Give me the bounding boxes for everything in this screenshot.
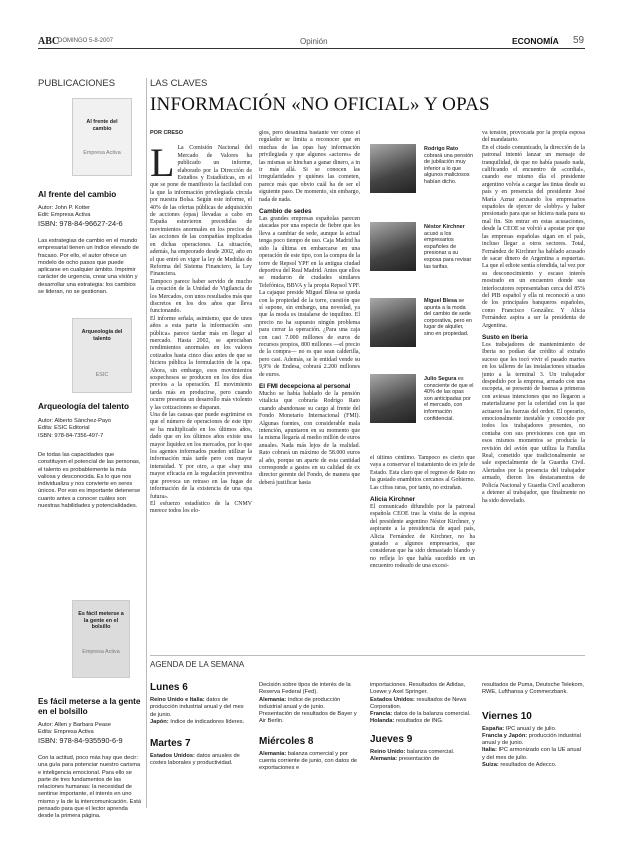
book-1-description: Las estrategias de cambio en el mundo empresarial tienen un índice elevado de fracaso. Por ello, el autor ofrece un modelo de ocho pasos que puede aplicarse en cualquier ámbito. Imprimir carácter de urgencia, crear una visión y desarrollar una estrategia: los cambios se lideran, no se gestionan.: [38, 238, 139, 296]
byline: POR CRESO: [150, 130, 184, 136]
article-col-1: L La Comisión Nacional del Mercado de Valores ha publicado un informe, elaborado por la Dirección de Estudios y Estadísticas, en el que se pone de manifiesto la facilidad con la que la información privilegiada circula por nuestra Bolsa. Según este informe, el 40% de las ofertas públicas de adquisición de acciones (opas) llevadas a cabo en España estuvieron precedidas de movimientos anormales en los precios de las acciones de las compañías implicadas en dichas operaciones. La situación, además, ha empeorado desde 2002, año en el que entró en vigor la ley de Medidas de Reforma del Sistema Financiero, la Ley Financiera. Tampoco parece haber servido de mucho la creación de la Unidad de Vigilancia de los Mercados, con unos resultados más que discretos en los dos años que lleva funcionando. El informe señala, asimismo, que de unos años a esta parte la información «no pública» parece tardar más en llegar al mercado. Hasta 2002, se apreciaban rendimientos anormales en los valores cotizados hasta cinco días antes de que se hiciera pública la formulación de la opa. Ahora, sin embargo, esos movimientos sospechosos se producen en los dos días previos a la operación. El movimiento tarda más en producirse, pero cuando ocurre presenta un desarrollo más violento y las cotizaciones se disparan. Una de las causas que puede esgrimirse es que el número de operaciones de este tipo se ha multiplicado en los últimos años, dado que en los últimos años existe una mayor liquidez en los mercados, por lo que los agentes informados pueden utilizar la información más tarde pero con mayor intensidad. Y por otro, a que «hay una mayor eficacia en la regulación preventiva que provoca un retraso en las fugas de información de la existencia de una opa futura». El esfuerzo estadístico de la CNMV merece todos los elo-: [150, 140, 252, 515]
book-cover-2: Arqueología del talento ESIC: [72, 318, 132, 393]
left-divider: [146, 78, 147, 808]
sidebar-item: Néstor Kirchner acusó a los empresarios españoles de presionar a su esposa para revisar las tarifas.: [424, 224, 472, 270]
photo-rodrigo-rato: [370, 144, 416, 193]
article-col-3: el último céntimo. Tampoco es cierto que vaya a conservar el tratamiento de ex jefe de Estado. Esta claro que el regreso de Rato no ha gustado enambitos cercanos al Gobierno. Las cifras raras, por tanto, no extrañan. Alicia Kirchner El comunicado difundido por la patronal española CEOE tras la visita de la esposa del presidente argentino Néstor Kirchner, y aspirante a la presidencia de aquel país, Alicia Fernández de Kirchner, no ha gustado a algunos empresarios, que consideran que ha sido demasiado blando y no refleja lo que había sucedido en un encuentro rodeado de una excesi-: [370, 455, 475, 570]
header-rule: [38, 48, 585, 49]
agenda-rule: [150, 655, 585, 656]
drop-cap: L: [150, 140, 175, 186]
book-2-title: Arqueología del talento: [38, 402, 129, 411]
book-2-description: De todas las capacidades que constituyen el potencial de las personas, el talento es probablemente la más valiosa y desconocida. Es lo que nos individualiza y nos convierte en seres únicos. Por eso es importante detenerse cuanto antes a conocer cuáles son nuestras habilidades y potencialidades.: [38, 452, 141, 510]
photo-nestor-kirchner: [370, 222, 416, 271]
agenda-title: AGENDA DE LA SEMANA: [150, 660, 245, 669]
economia-label: ECONOMÍA: [512, 36, 559, 46]
book-1-title: Al frente del cambio: [38, 190, 117, 199]
book-3-description: Con la actitud, poco más hay que decir: una guía para potenciar nuestro carisma e inteligencia emocional. Para ello se parte de tres fundamentos de las relaciones humanas: la necesidad de sentirse importante, el interés en uno mismo y la de la intercomunicación. Está pensado para que el lector aprenda desde la primera página.: [38, 755, 142, 820]
article-col-4: va tensión, provocada por la propia esposa del mandatario. En el citado comunicado, la dirección de la patronal intentó lanzar un mensaje de tranquilidad, de que no había pasado nada, calificando el encuentro de «cordial», cuando ese mismo día el presidente argentino volvía a cargar las tintas desde su país y en presencia del presidente José María Aznar acusando los empresarios españoles de ejercer de «lobby» y haber presionado para que se hiciera nada para su mal fin. Sin entrar en estas acusaciones, desde la CEOE se volvió a apostar por que las empresas españolas sigan en el país, incluso llegar a otros sectores. Total, Fernández de Kirchner ha hablado acusado de sacar dinero de Argentina a espuertas. La que el ediote sentía ofendida, tal vez por su desconocimiento y escaso interés mostrado en un encuentro donde sus interlocutores representaban cerca del 85% del PIB español y ella ni reconoció a uno de los principales banqueros españoles, como Francisco González. Y Alicia Fernández aspira a ser la presidenta de Argentina. Susto en Iberia Los trabajadores de mantenimiento de Iberia no podían dar crédito al extraño suceso que les tocó vivir el pasado martes en los talleres de las instalaciones situadas junto a la terminal 3. Un trabajador despedido por la empresa, armado con una escopeta, se presentó de buenas a primeras con aviesas intenciones que no llegaron a materializarse por la celeridad con la que actuaron las fuerzas del orden. El operario, emocionalmente inestable y conocido por todos los trabajadores presentes, no contaba con sus previsiones con que en esos mismos momentos se producía la revisión del avión que utiliza la Familia Real, cometido que tradicionalmente se sale especialmente de la Guardia Civil. Alertados por la presencia del trabajador armado, dieron los destacamentos de Policía Nacional y Guardia Civil acudieron a detener al trabajador, que finalmente no ha sido desvelado.: [482, 130, 585, 504]
agenda-col-4: resultados de Puma, Deutsche Telekom, RWE, Lufthansa y Commerzbank. Viernes 10 España: IPC anual y de julio. Francia y Japón: producción industrial anual y de junio. Italia: IPC armonizado con la UE anual y del mes de julio. Suiza: resultados de Adecco.: [482, 682, 585, 769]
kicker: LAS CLAVES: [150, 78, 208, 89]
publicaciones-title: PUBLICACIONES: [38, 78, 116, 89]
agenda-col-1: Lunes 6 Reino Unido e Italia: datos de producción industrial anual y del mes de junio. Japón: índice de indicadores líderes. Martes 7 Estados Unidos: datos anuales de costes laborales y productividad.: [150, 682, 245, 767]
article-col-2: gios, pero desanima bastante ver cómo el regulador se limita a reconocer que en muchas de las opas hay información privilegiada y que algunos «actores» de las mismas se hinchan a ganar dinero, a in ir más allá. Si se conocen las irregularidades y quiénes las cometen, parece más que obvio cuál ha de ser el siguiente paso. De momento, sin embargo, nada de nada. Cambio de sedes Las grandes empresas españolas parecen atacadas por una especie de fiebre que les lleva a cambiar de sede, aunque la actual tenga poco tiempo de uso. Caja Madrid ha sido la última en embarcarse en una operación de este tipo, con la compra de la torre de Repsol YPF en la antigua ciudad deportiva del Real Madrid. Antes que ellos se mudaron de ciudades similares Telefónica, BBVA y la propia Repsol YPF. La cajaque preside Miguel Blesa se queda con la propiedad de la torre, cuestión que sí supone, sin embargo, una novedad, ya que la moda es instalarse de inquilino. El precio no ha supuesto ningún problema para cerrar la operación. ¿Para una caja con casi 7.000 millones de euros de recursos propios, 800 millones —el precio de la compra— no es que sean calderilla, pero casi. Además, se le entidad vende su 9,9% de Endesa, cobrará 2.200 millones de euros. El FMI decepciona al personal Mucho se había hablado de la pensión vitalicia que cobraría Rodrigo Rato cuando abandonase su cargo al frente del Fondo Monetario Internacional (FMI). Algunas fuentes, con considerable mala intención, apuntaron en su momento que la misma llegaría al medio millón de euros anuales. Nada más lejos de la realidad. Rato cobrará un máximo de 58.000 euros al año, porque un aparte de esta cantidad corresponde a gastos en su calidad de ex director gerente del Fondo, de manera que deberá justificar hasta: [259, 130, 360, 486]
photo-miguel-blesa: [370, 298, 416, 347]
book-3-details: Autor: Allen y Barbara Pease Edita: Empresa Activa ISBN: 978-84-935590-6-9: [38, 722, 123, 745]
book-cover-3: Es fácil meterse a la gente en el bolsillo Empresa Activa: [72, 600, 130, 678]
agenda-col-3: importaciones. Resultados de Adidas, Loewe y Axel Springer. Estados Unidos: resultados de News Corporation. Francia: datos de la balanza comercial. Holanda: resultados de ING. Jueves 9 Reino Unido: balanza comercial. Alemania: presentación de: [370, 682, 471, 763]
book-2-details: Autor: Alberto Sánchez-Payo Edita: ESIC Editorial ISBN: 978-84-7356-497-7: [38, 418, 112, 439]
newspaper-logo: ABC: [38, 36, 60, 47]
headline: INFORMACIÓN «NO OFICIAL» Y OPAS: [150, 94, 490, 115]
page-number: 59: [573, 35, 585, 46]
book-cover-1: Al frente del cambio Empresa Activa: [72, 98, 132, 176]
book-3-title: Es fácil meterse a la gente en el bolsillo: [38, 697, 141, 716]
page-date: DOMINGO 5-8-2007: [58, 38, 114, 44]
sidebar-item: Julio Segura es consciente de que el 40% de las opas son anticipadas por el mercado, con información confidencial.: [424, 376, 474, 422]
sidebar-item: Rodrigo Rato cobrará una pensión de jubilación muy inferior a lo que algunos maliciosos habían dicho.: [424, 146, 474, 185]
photo-julio-segura: [370, 374, 416, 423]
sidebar-item: Miguel Blesa se apunta a la moda del cambio de sede corporativa, pero en lugar de alquiler, sino en propiedad.: [424, 298, 472, 337]
section-label: Opinión: [300, 37, 328, 46]
book-1-details: Autor: John P. Kotter Edit: Empresa Activa ISBN: 978-84-96627-24-6: [38, 205, 123, 228]
agenda-col-2: Decisión sobre tipos de interés de la Reserva Federal (Fed). Alemania: índice de producción industrial anual y de junio. Presentación de resultados de Bayer y Air Berlin. Miércoles 8 Alemania: balanza comercial y por cuenta corriente de junio, con datos de exportaciones e: [259, 682, 358, 772]
